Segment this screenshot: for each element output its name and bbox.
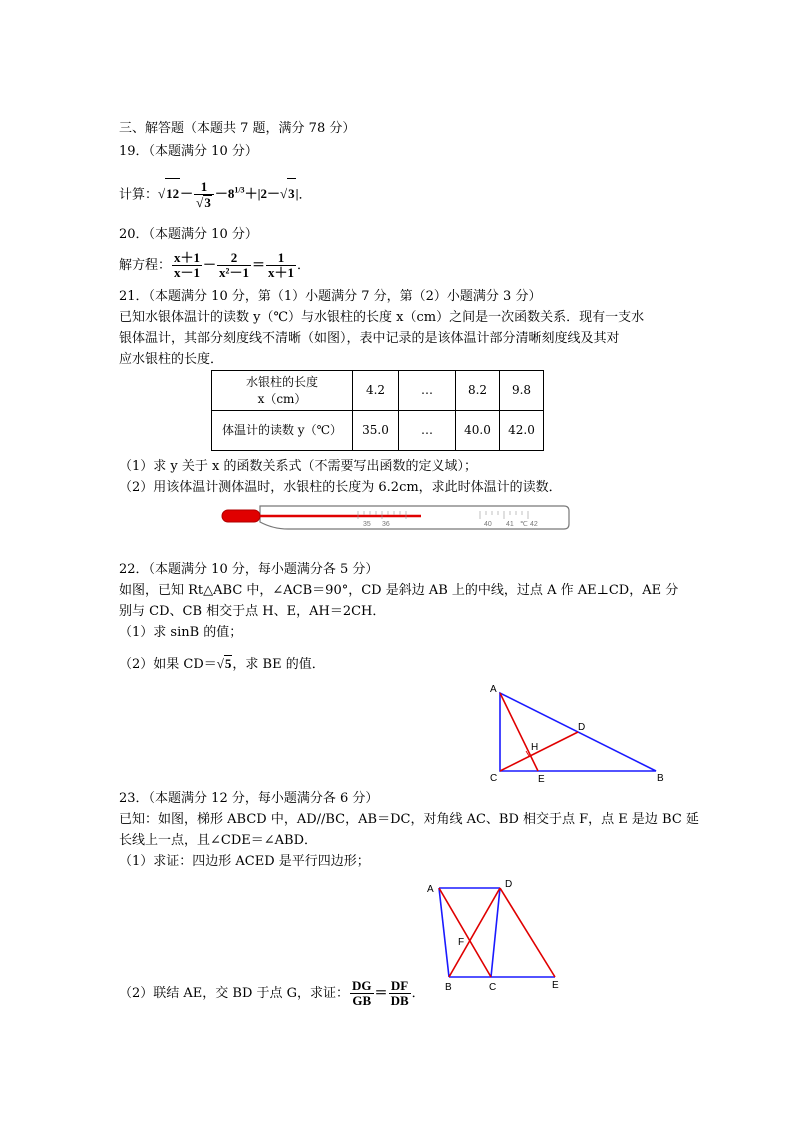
fraction-df-db: $\frac{DF}{DB}$ <box>390 978 409 1008</box>
q20-equation: 解方程： $\frac{x+1}{x-1}$ － $\frac{2}{\text{x²－1}}$ ＝ $\frac{1}{x+1}$ ． <box>119 250 310 280</box>
table-cell: … <box>399 371 456 411</box>
q19-expression: 计算：√12－ $\frac{1}{√3}$ $-8^{1/3}+|2-√3|$． <box>119 178 312 210</box>
q19-fraction: $\frac{1}{√3}$ <box>194 180 214 210</box>
point-b-label: B <box>657 773 664 784</box>
table-cell: 42.0 <box>500 411 544 451</box>
segment-cd <box>500 732 578 771</box>
q22-line1: 如图，已知 Rt△ABC 中，∠ACB＝90°，CD 是斜边 AB 上的中线，过点 A 作 AE⊥CD，AE 分 <box>119 583 679 598</box>
q23-line2: 长线上一点，且∠CDE＝∠ABD． <box>119 833 318 848</box>
scale-unit: ℃ <box>520 521 528 528</box>
table-cell: 35.0 <box>353 411 399 451</box>
point-c-label: C <box>489 982 497 993</box>
q20-header: 20．（本题满分 10 分） <box>119 227 258 242</box>
q19-eight: 8 <box>227 186 235 202</box>
point-d-label: D <box>578 722 586 733</box>
table-label-length: 水银柱的长度 x（cm） <box>212 371 353 411</box>
scale-label: 42 <box>530 521 538 528</box>
segment-ae <box>500 693 538 771</box>
thermometer-figure <box>218 500 572 534</box>
scale-label: 41 <box>506 521 514 528</box>
q22-sub1: （1）求 sinB 的值； <box>119 625 243 640</box>
scale-label: 36 <box>382 521 390 528</box>
fraction-dg-gb: $\frac{DG}{GB}$ <box>352 978 372 1008</box>
q21-table <box>211 370 544 451</box>
table-cell: … <box>399 411 456 451</box>
q21-line1: 已知水银体温计的读数 y（℃）与水银柱的长度 x（cm）之间是一次函数关系．现有一支水 <box>119 310 645 325</box>
q21-line2: 银体温计，其部分刻度线不清晰（如图），表中记录的是该体温计部分清晰刻度线及其对 <box>119 331 620 346</box>
q22-header: 22．（本题满分 10 分，每小题满分各 5 分） <box>119 562 379 577</box>
q19-header: 19．（本题满分 10 分） <box>119 144 258 159</box>
q22-line2: 别与 CD、CB 相交于点 H、E，AH＝2CH． <box>119 604 386 619</box>
point-a-label: A <box>490 684 497 695</box>
q19-prefix: 计算： <box>119 187 159 203</box>
section-title: 三、解答题（本题共 7 题，满分 78 分） <box>119 121 356 136</box>
point-e-label: E <box>552 980 559 991</box>
q23-header: 23．（本题满分 12 分，每小题满分各 6 分） <box>119 791 379 806</box>
point-b-label: B <box>445 982 452 993</box>
q21-sub2: （2）用该体温计测体温时，水银柱的长度为 6.2cm，求此时体温计的读数． <box>119 480 562 495</box>
point-a-label: A <box>427 884 434 895</box>
q23-sub1: （1）求证：四边形 ACED 是平行四边形； <box>119 854 370 869</box>
table-label-reading: 体温计的读数 y（℃） <box>212 411 353 451</box>
thermometer-bulb <box>222 510 260 522</box>
point-d-label: D <box>505 879 513 890</box>
scale-label: 40 <box>484 521 492 528</box>
q21-line3: 应水银柱的长度． <box>119 352 224 367</box>
point-e-label: E <box>538 774 545 785</box>
table-cell: 4.2 <box>353 371 399 411</box>
q21-sub1: （1）求 y 关于 x 的函数关系式（不需要写出函数的定义域）； <box>119 459 477 474</box>
q22-triangle-figure <box>484 680 674 788</box>
q22-sub2: （2）如果 CD＝√5，求 BE 的值． <box>119 656 325 672</box>
point-f-label: F <box>458 937 465 948</box>
q21-header: 21．（本题满分 10 分，第（1）小题满分 7 分，第（2）小题满分 3 分） <box>119 289 542 304</box>
table-cell: 8.2 <box>456 371 500 411</box>
q19-exponent: 1/3 <box>234 186 245 195</box>
point-h-label: H <box>531 742 539 753</box>
scale-label: 35 <box>363 521 371 528</box>
segment-de <box>500 888 555 977</box>
q23-trapezoid-figure <box>424 874 568 994</box>
q19-sqrt12: 12 <box>165 178 180 209</box>
point-c-label: C <box>490 773 498 784</box>
table-cell: 9.8 <box>500 371 544 411</box>
q23-sub2: （2）联结 AE，交 BD 于点 G，求证： $\frac{DG}{GB}$ ＝ $\frac{DF}{DB}$ ． <box>119 978 425 1008</box>
q20-prefix: 解方程： <box>119 258 172 273</box>
q23-line1: 已知：如图，梯形 ABCD 中，AD//BC，AB＝DC，对角线 AC、BD 相交于点 F，点 E 是边 BC 延 <box>119 812 699 827</box>
table-cell: 40.0 <box>456 411 500 451</box>
